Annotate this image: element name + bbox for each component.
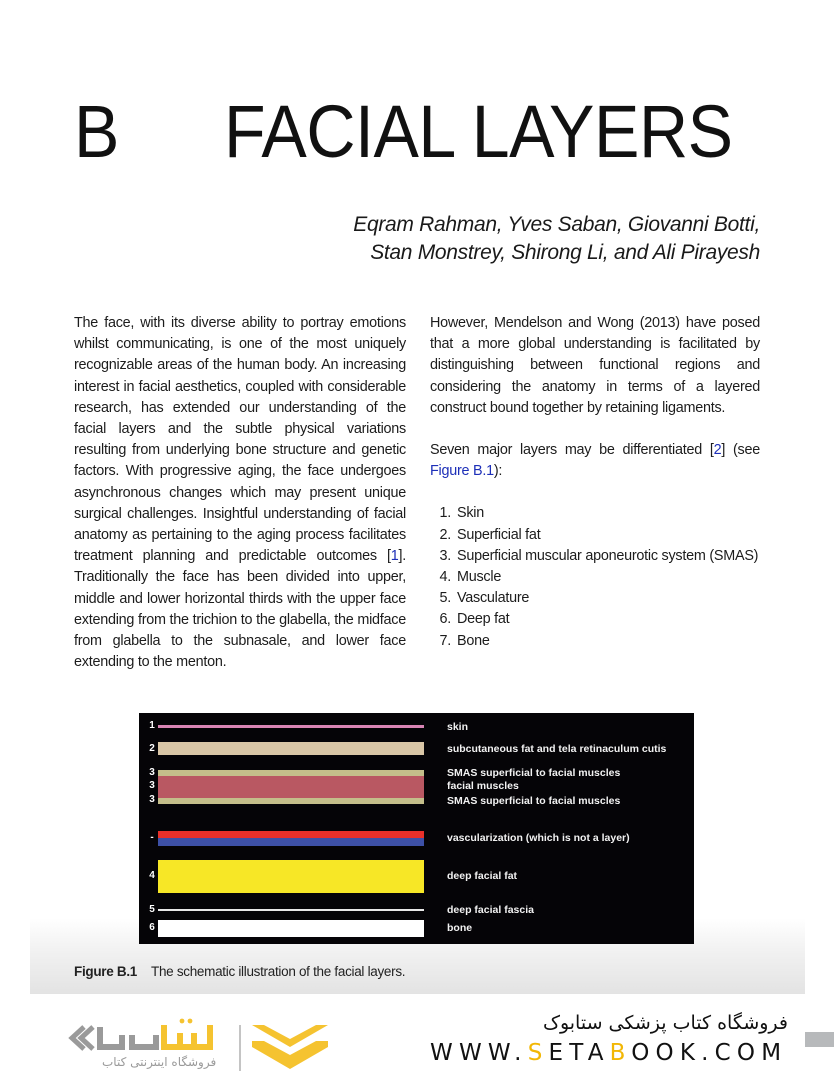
- figure-caption-text: The schematic illustration of the facial layers.: [151, 964, 406, 979]
- authors-line-1: Eqram Rahman, Yves Saban, Giovanni Botti,: [353, 213, 760, 236]
- figure-row-label: bone: [447, 922, 473, 934]
- reference-link-1[interactable]: 1: [390, 548, 399, 565]
- reference-link-2[interactable]: 2: [713, 442, 722, 459]
- list-item: 1. Skin: [439, 505, 484, 522]
- figure-row-number: 2: [149, 743, 155, 754]
- deep-fascia-bar: [158, 909, 424, 911]
- store-name: فروشگاه کتاب پزشکی ستابوک: [542, 1012, 788, 1034]
- figure-row-number: 3: [149, 767, 155, 778]
- seven-layers-paragraph: Seven major layers may be differentiated [2] (see Figure B.1):: [430, 442, 760, 480]
- figure-caption: [74, 963, 405, 981]
- layer-list: [430, 503, 760, 651]
- skin-layer-bar: [158, 725, 424, 728]
- logo-tagline: فروشگاه اینترنتی کتاب: [102, 1055, 217, 1069]
- mendelson-paragraph: However, Mendelson and Wong (2013) have posed that a more global understanding is facilitated by distinguishing between functional regions and considering the anatomy in terms of a layered construct bound together by retaining ligaments.: [430, 315, 760, 416]
- figure-row-number: 1: [149, 720, 155, 731]
- vein-bar: [158, 838, 424, 846]
- figure-row-number: 5: [149, 904, 155, 915]
- authors: [353, 211, 760, 267]
- smas-lower-bar: [158, 798, 424, 804]
- figure-row-label: deep facial fascia: [447, 904, 534, 916]
- list-item: 5. Vasculature: [439, 590, 530, 607]
- figure-row-label: SMAS superficial to facial muscles: [447, 795, 621, 807]
- subcutaneous-fat-bar: [158, 742, 424, 755]
- deep-fat-bar: [158, 860, 424, 893]
- facial-layers-figure: [139, 713, 694, 944]
- artery-bar: [158, 831, 424, 838]
- figure-row-number: 3: [149, 794, 155, 805]
- figure-row-label: vascularization (which is not a layer): [447, 832, 630, 844]
- figure-row-number: 6: [149, 922, 155, 933]
- store-url[interactable]: WWW.SETABOOK.COM: [430, 1040, 788, 1066]
- figure-b1-link[interactable]: Figure B.1: [430, 463, 494, 480]
- setabook-logo: [60, 1013, 330, 1075]
- figure-row-number: 4: [149, 870, 155, 881]
- figure-row-label: skin: [447, 721, 469, 733]
- figure-row-label: facial muscles: [447, 780, 519, 792]
- bone-bar: [158, 920, 424, 937]
- body-column-right: [430, 313, 760, 652]
- facial-muscles-bar: [158, 776, 424, 798]
- list-item: 4. Muscle: [439, 569, 502, 586]
- chapter-letter: B: [74, 90, 120, 173]
- list-item: 2. Superficial fat: [439, 526, 541, 543]
- figure-row-label: SMAS superficial to facial muscles: [447, 767, 621, 779]
- intro-paragraph: The face, with its diverse ability to portray emotions whilst communicating, is one of the most uniquely recognizable areas of the human body. An increasing interest in facial aesthetics, coupled with considerable research, has extended our understanding of the facial layers and the subtle physical variations resulting from underlying bone structure and genetic factors. With progressive aging, the face undergoes asynchronous changes which may present unique surgical challenges. Insightful understanding of facial anatomy as pertaining to the aging process facilitates treatment planning and predictable outcomes [1]. Traditionally the face has been divided into upper, middle and lower horizontal thirds with the upper face extending from the trichion to the glabella, the midface from glabella to the subnasale, and lower face extending to the menton.: [74, 315, 406, 671]
- body-column-left: [74, 313, 406, 673]
- figure-row-label: deep facial fat: [447, 870, 518, 882]
- figure-row-number: 3: [149, 780, 155, 791]
- authors-line-2: Stan Monstrey, Shirong Li, and Ali Pirayesh: [370, 241, 760, 264]
- figure-row-number: -: [150, 832, 154, 843]
- list-item: 7. Bone: [439, 632, 490, 649]
- figure-caption-label: Figure B.1: [74, 964, 138, 979]
- page-edge-tab: [805, 1032, 834, 1047]
- list-item: 6. Deep fat: [439, 611, 510, 628]
- list-item: 3. Superficial muscular aponeurotic system (SMAS): [439, 547, 759, 564]
- chapter-title: FACIAL LAYERS: [224, 90, 733, 173]
- figure-row-label: subcutaneous fat and tela retinaculum cutis: [447, 743, 667, 755]
